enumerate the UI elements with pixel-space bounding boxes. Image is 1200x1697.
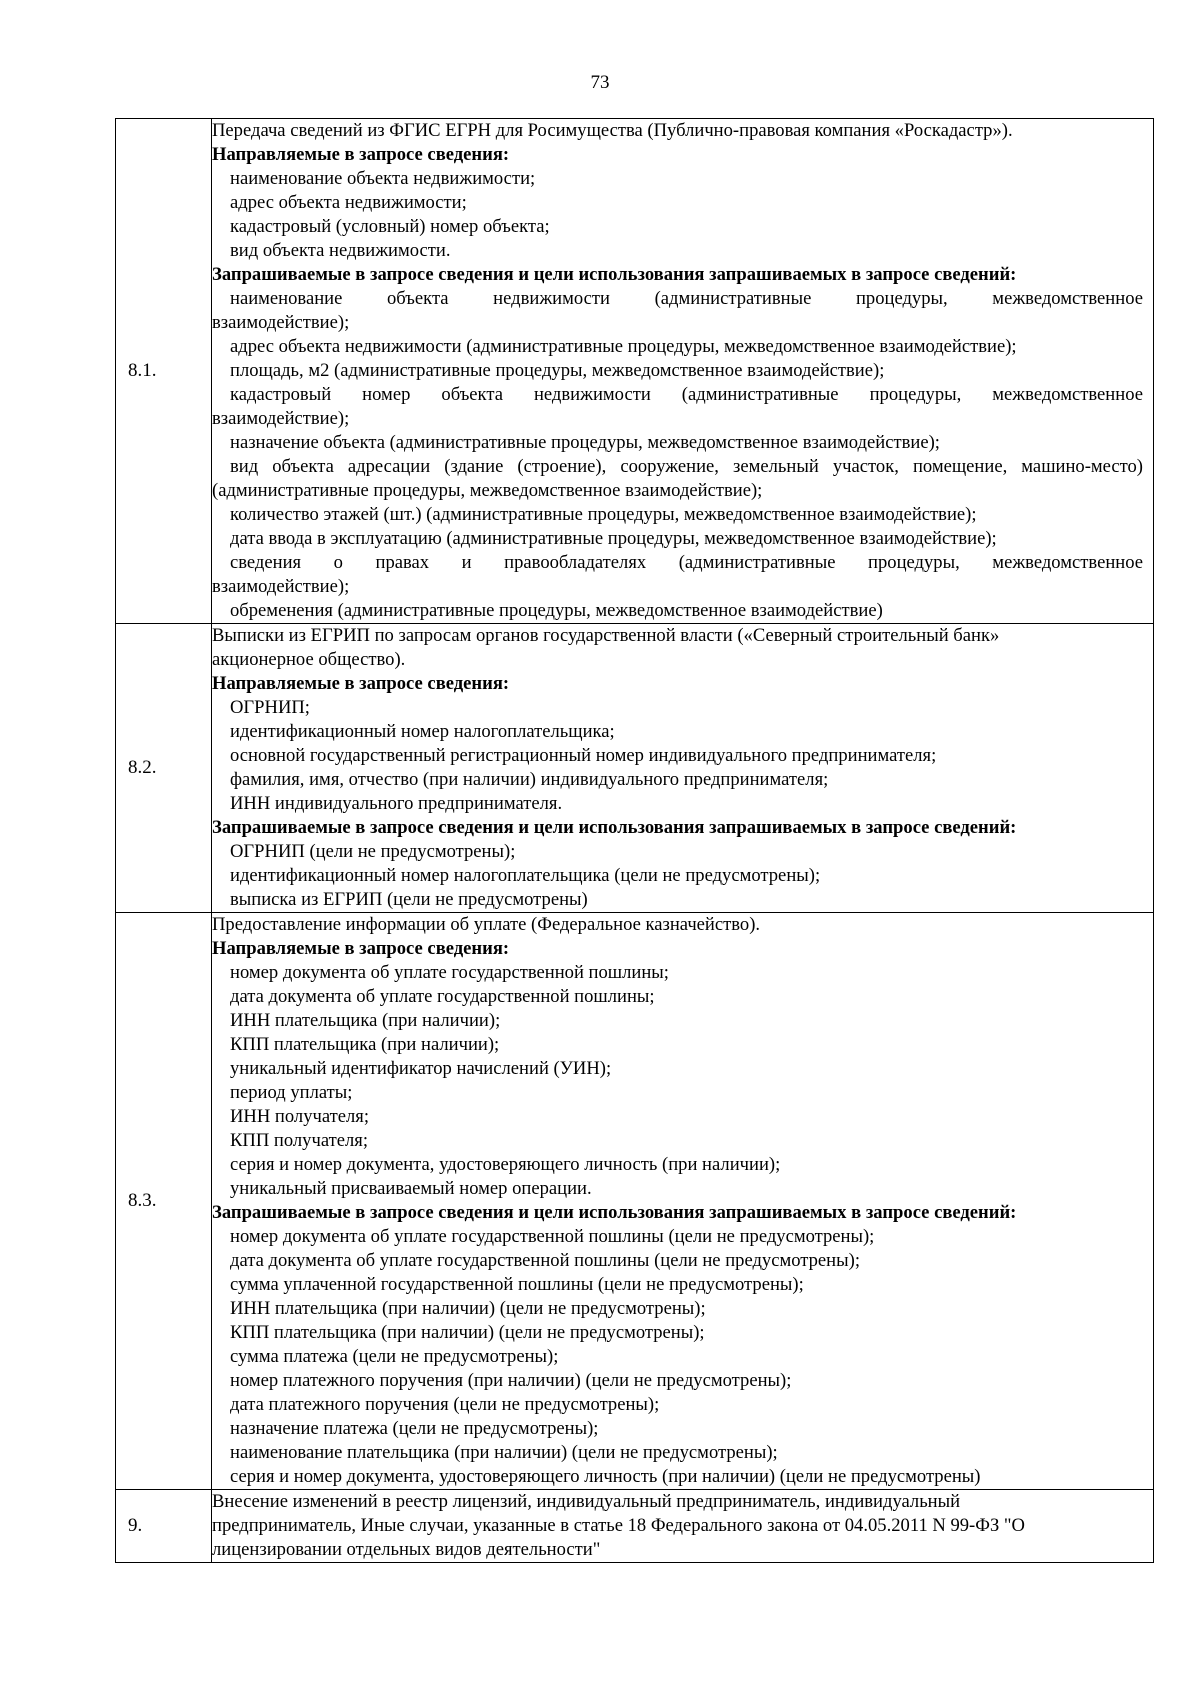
row-content xyxy=(212,624,1154,913)
text-line: взаимодействие); xyxy=(212,408,350,429)
text-line: назначение объекта (административные процедуры, межведомственное взаимодействие); xyxy=(230,432,940,453)
text-line: адрес объекта недвижимости (административные процедуры, межведомственное взаимодействие); xyxy=(230,336,1017,357)
text-line: номер платежного поручения (при наличии) (цели не предусмотрены); xyxy=(230,1370,792,1391)
row-content xyxy=(212,1490,1154,1563)
text-line: уникальный идентификатор начислений (УИН); xyxy=(230,1058,612,1079)
text-line: дата документа об уплате государственной пошлины (цели не предусмотрены); xyxy=(230,1250,860,1271)
text-line: ОГРНИП (цели не предусмотрены); xyxy=(230,841,516,862)
text-line: дата документа об уплате государственной пошлины; xyxy=(230,986,655,1007)
section-heading: Запрашиваемые в запросе сведения и цели использования запрашиваемых в запросе сведений: xyxy=(212,817,1017,838)
text-line: взаимодействие); xyxy=(212,312,350,333)
section-heading: Направляемые в запросе сведения: xyxy=(212,938,510,959)
text-line: номер документа об уплате государственной пошлины (цели не предусмотрены); xyxy=(230,1226,875,1247)
text-line: Передача сведений из ФГИС ЕГРН для Росимущества (Публично-правовая компания «Роскадастр»). xyxy=(212,120,1013,141)
text-line: наименование объекта недвижимости; xyxy=(230,168,536,189)
row-number: 8.2. xyxy=(116,624,212,913)
text-line: наименование объекта недвижимости (административные процедуры, межведомственное xyxy=(230,288,1143,309)
text-line: идентификационный номер налогоплательщика; xyxy=(230,721,615,742)
text-line: дата платежного поручения (цели не предусмотрены); xyxy=(230,1394,660,1415)
text-line: (административные процедуры, межведомственное взаимодействие); xyxy=(212,480,763,501)
page-number: 73 xyxy=(590,72,610,93)
section-heading: Направляемые в запросе сведения: xyxy=(212,144,510,165)
text-line: назначение платежа (цели не предусмотрены); xyxy=(230,1418,599,1439)
text-line: кадастровый (условный) номер объекта; xyxy=(230,216,550,237)
text-line: дата ввода в эксплуатацию (административные процедуры, межведомственное взаимодействие); xyxy=(230,528,997,549)
section-heading: Запрашиваемые в запросе сведения и цели использования запрашиваемых в запросе сведений: xyxy=(212,264,1017,285)
text-line: вид объекта недвижимости. xyxy=(230,240,451,261)
row-number: 9. xyxy=(116,1490,212,1563)
table-body xyxy=(116,119,1154,1563)
text-line: КПП плательщика (при наличии) (цели не предусмотрены); xyxy=(230,1322,705,1343)
text-line: кадастровый номер объекта недвижимости (административные процедуры, межведомственное xyxy=(230,384,1143,405)
text-line: площадь, м2 (административные процедуры, межведомственное взаимодействие); xyxy=(230,360,885,381)
text-line: Предоставление информации об уплате (Федеральное казначейство). xyxy=(212,914,761,935)
text-line: лицензировании отдельных видов деятельности" xyxy=(212,1539,601,1560)
text-line: акционерное общество). xyxy=(212,649,406,670)
text-line: КПП плательщика (при наличии); xyxy=(230,1034,500,1055)
text-line: взаимодействие); xyxy=(212,576,350,597)
text-line: фамилия, имя, отчество (при наличии) индивидуального предпринимателя; xyxy=(230,769,829,790)
text-line: сведения о правах и правообладателях (административные процедуры, межведомственное xyxy=(230,552,1143,573)
text-line: идентификационный номер налогоплательщика (цели не предусмотрены); xyxy=(230,865,821,886)
text-line: ИНН плательщика (при наличии); xyxy=(230,1010,501,1031)
text-line: период уплаты; xyxy=(230,1082,353,1103)
table-row xyxy=(116,624,1154,913)
text-line: основной государственный регистрационный номер индивидуального предпринимателя; xyxy=(230,745,937,766)
text-line: серия и номер документа, удостоверяющего личность (при наличии); xyxy=(230,1154,781,1175)
text-line: обременения (административные процедуры, межведомственное взаимодействие) xyxy=(230,600,883,621)
text-line: номер документа об уплате государственной пошлины; xyxy=(230,962,669,983)
text-line: ИНН плательщика (при наличии) (цели не предусмотрены); xyxy=(230,1298,706,1319)
text-line: сумма платежа (цели не предусмотрены); xyxy=(230,1346,559,1367)
text-line: уникальный присваиваемый номер операции. xyxy=(230,1178,592,1199)
text-line: наименование плательщика (при наличии) (цели не предусмотрены); xyxy=(230,1442,778,1463)
text-line: КПП получателя; xyxy=(230,1130,368,1151)
text-line: сумма уплаченной государственной пошлины (цели не предусмотрены); xyxy=(230,1274,804,1295)
text-line: выписка из ЕГРИП (цели не предусмотрены) xyxy=(230,889,588,910)
text-line: Выписки из ЕГРИП по запросам органов государственной власти («Северный строительный банк» xyxy=(212,625,1000,646)
text-line: вид объекта адресации (здание (строение), сооружение, земельный участок, помещение, машино-место) xyxy=(230,456,1143,477)
text-line: ИНН получателя; xyxy=(230,1106,370,1127)
text-line: серия и номер документа, удостоверяющего личность (при наличии) (цели не предусмотрены) xyxy=(230,1466,981,1487)
text-line: количество этажей (шт.) (административные процедуры, межведомственное взаимодействие); xyxy=(230,504,977,525)
section-heading: Запрашиваемые в запросе сведения и цели использования запрашиваемых в запросе сведений: xyxy=(212,1202,1017,1223)
table-row xyxy=(116,119,1154,624)
text-line: Внесение изменений в реестр лицензий, индивидуальный предприниматель, индивидуальный xyxy=(212,1491,961,1512)
row-number: 8.3. xyxy=(116,913,212,1490)
row-content xyxy=(212,913,1154,1490)
table-row xyxy=(116,913,1154,1490)
table-row xyxy=(116,1490,1154,1563)
services-table xyxy=(115,118,1154,1563)
row-number: 8.1. xyxy=(116,119,212,624)
row-content xyxy=(212,119,1154,624)
text-line: ИНН индивидуального предпринимателя. xyxy=(230,793,563,814)
text-line: предприниматель, Иные случаи, указанные в статье 18 Федерального закона от 04.05.2011 N 99-ФЗ "О xyxy=(212,1515,1025,1536)
text-line: адрес объекта недвижимости; xyxy=(230,192,467,213)
text-line: ОГРНИП; xyxy=(230,697,310,718)
section-heading: Направляемые в запросе сведения: xyxy=(212,673,510,694)
